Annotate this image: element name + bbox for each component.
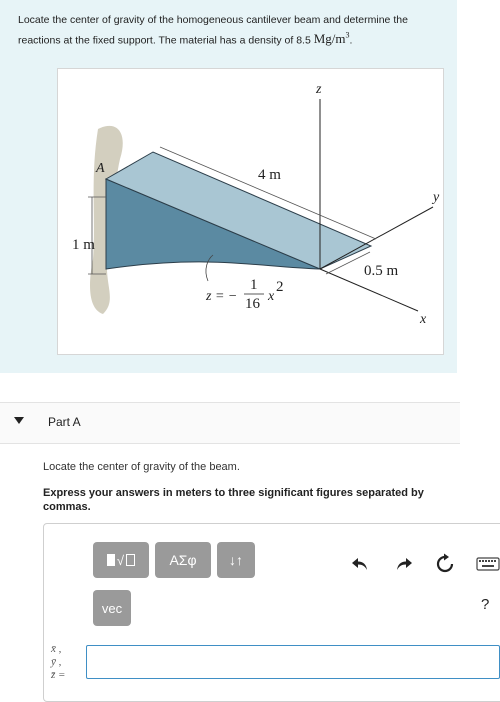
greek-symbols-button[interactable]: ΑΣφ xyxy=(155,542,211,578)
var-y-bar: ȳ , xyxy=(51,656,62,668)
help-button[interactable]: ? xyxy=(481,596,490,613)
equation-exponent: 2 xyxy=(276,279,284,295)
part-title: Part A xyxy=(48,415,81,429)
template-box-icon xyxy=(126,554,135,566)
var-z-bar: z̄ = xyxy=(51,669,66,681)
problem-text-end: . xyxy=(349,34,353,47)
var-x-bar: x̄ , xyxy=(51,643,62,655)
label-z-axis: z xyxy=(316,82,322,97)
label-height: 1 m xyxy=(72,237,95,253)
beam-diagram xyxy=(58,69,443,354)
undo-icon[interactable] xyxy=(348,552,372,576)
problem-text xyxy=(18,13,448,48)
label-x-axis: x xyxy=(420,312,427,327)
beam-figure xyxy=(57,68,444,355)
arrows-button[interactable]: ↓↑ xyxy=(217,542,255,578)
label-y-axis: y xyxy=(433,190,440,205)
density-units xyxy=(314,31,350,46)
vector-button[interactable]: vec xyxy=(93,590,131,626)
templates-button[interactable] xyxy=(93,542,149,578)
keyboard-icon[interactable] xyxy=(476,552,500,576)
answer-input[interactable] xyxy=(86,645,500,679)
problem-statement-panel xyxy=(0,0,457,373)
problem-text-main: Locate the center of gravity of the homogeneous cantilever beam and determine the reactions at the fixed support. The material has a density of 8.5 xyxy=(18,14,408,47)
collapse-caret-icon[interactable] xyxy=(14,417,24,424)
format-instruction: Express your answers in meters to three significant figures separated by commas. xyxy=(43,487,424,513)
label-width: 0.5 m xyxy=(364,263,399,279)
equation-denominator: 16 xyxy=(245,296,260,312)
label-length: 4 m xyxy=(258,167,281,183)
part-instruction: Locate the center of gravity of the beam. xyxy=(43,461,240,473)
density-unit-exponent: 3 xyxy=(345,31,350,40)
label-a: A xyxy=(96,161,105,176)
reset-icon[interactable] xyxy=(433,552,457,576)
square-root-icon: √ xyxy=(116,552,125,568)
answer-variable-labels xyxy=(51,643,81,682)
density-unit-text: Mg/m xyxy=(313,31,346,47)
part-a-header[interactable] xyxy=(0,402,460,444)
equation-variable: x xyxy=(268,289,275,304)
template-square-icon xyxy=(107,554,115,566)
equation-numerator: 1 xyxy=(250,277,258,293)
redo-icon[interactable] xyxy=(392,552,416,576)
equation-left: z = − xyxy=(206,289,238,304)
